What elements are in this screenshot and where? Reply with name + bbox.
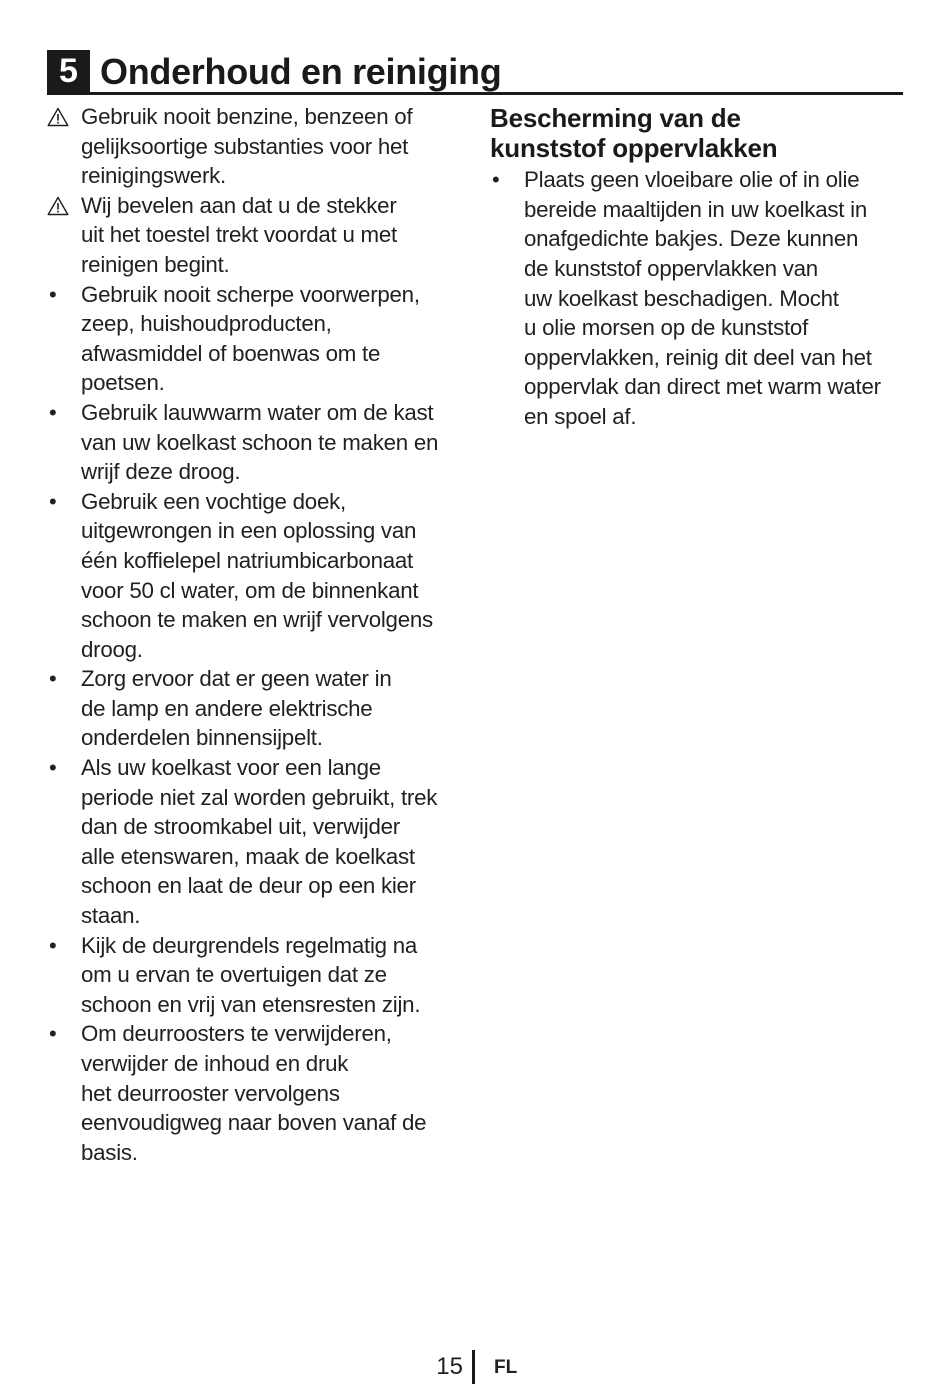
text-line: onafgedichte bakjes. Deze kunnen (524, 226, 859, 252)
text-line: periode niet zal worden gebruikt, trek (81, 784, 438, 810)
text-line: uw koelkast beschadigen. Mocht (524, 285, 839, 311)
text-line: om u ervan te overtuigen dat ze (81, 962, 387, 988)
text-line: gelijksoortige substanties voor het (81, 133, 409, 159)
text-line: staan. (81, 903, 141, 929)
text-line: de lamp en andere elektrische (81, 695, 373, 721)
instruction-list (47, 102, 467, 1167)
heading-line: Bescherming van de (490, 103, 741, 133)
chapter-header (47, 50, 903, 94)
list-item (47, 487, 467, 665)
text-line: de kunststof oppervlakken van (524, 255, 818, 281)
footer-separator (472, 1350, 475, 1384)
text-line: Wij bevelen aan dat u de stekker (81, 192, 397, 218)
text-line: afwasmiddel of boenwas om te (81, 340, 381, 366)
list-item (490, 165, 910, 431)
left-column (47, 102, 467, 1167)
language-code: FL (494, 1357, 518, 1378)
text-line: Gebruik nooit scherpe voorwerpen, (81, 281, 420, 307)
list-item (47, 753, 467, 931)
bullet-icon: • (49, 755, 57, 781)
text-line: eenvoudigweg naar boven vanaf de (81, 1110, 427, 1136)
warning-triangle-icon (47, 107, 69, 127)
page-footer (0, 1350, 950, 1386)
header-rule (47, 92, 903, 95)
text-line: uitgewrongen in een oplossing van (81, 518, 417, 544)
text-line: wrijf deze droog. (81, 459, 241, 485)
text-line: dan de stroomkabel uit, verwijder (81, 814, 400, 840)
text-line: voor 50 cl water, om de binnenkant (81, 577, 419, 603)
bullet-icon: • (49, 1021, 57, 1047)
text-line: basis. (81, 1139, 138, 1165)
bullet-icon: • (49, 281, 57, 307)
chapter-number: 5 (47, 50, 90, 93)
text-line: alle etenswaren, maak de koelkast (81, 843, 415, 869)
text-line: van uw koelkast schoon te maken en (81, 429, 439, 455)
chapter-title: Onderhoud en reiniging (100, 51, 502, 92)
bullet-icon: • (49, 932, 57, 958)
text-line: poetsen. (81, 370, 165, 396)
bullet-icon: • (49, 399, 57, 425)
warning-item (47, 191, 467, 280)
text-line: oppervlak dan direct met warm water (524, 374, 881, 400)
text-line: Gebruik een vochtige doek, (81, 488, 346, 514)
text-line: Gebruik nooit benzine, benzeen of (81, 104, 413, 129)
text-line: verwijder de inhoud en druk (81, 1051, 349, 1076)
text-line: Kijk de deurgrendels regelmatig na (81, 932, 418, 958)
list-item (47, 931, 467, 1020)
text-line: u olie morsen op de kunststof (524, 315, 809, 341)
text-line: reinigen begint. (81, 251, 230, 277)
warning-item (47, 102, 467, 191)
text-line: Als uw koelkast voor een lange (81, 755, 381, 781)
text-line: Om deurroosters te verwijderen, (81, 1021, 392, 1047)
heading-line: kunststof oppervlakken (490, 132, 778, 163)
list-item (47, 280, 467, 398)
list-item (47, 398, 467, 487)
text-line: droog. (81, 636, 143, 662)
text-line: schoon en laat de deur op een kier (81, 873, 416, 899)
text-line: Plaats geen vloeibare olie of in olie (524, 167, 860, 193)
text-line: het deurrooster vervolgens (81, 1080, 340, 1106)
text-line: schoon te maken en wrijf vervolgens (81, 607, 433, 633)
text-line: en spoel af. (524, 403, 637, 429)
bullet-icon: • (49, 666, 57, 692)
text-line: zeep, huishoudproducten, (81, 311, 332, 337)
section-heading (490, 104, 910, 163)
text-line: één koffielepel natriumbicarbonaat (81, 547, 413, 573)
text-line: schoon en vrij van etensresten zijn. (81, 991, 421, 1017)
page-number: 15 (436, 1353, 463, 1380)
list-item (47, 664, 467, 753)
text-line: Zorg ervoor dat er geen water in (81, 666, 392, 692)
text-line: reinigingswerk. (81, 163, 226, 189)
text-line: onderdelen binnensijpelt. (81, 725, 323, 751)
list-item (47, 1019, 467, 1167)
bullet-icon: • (492, 167, 500, 193)
text-line: Gebruik lauwwarm water om de kast (81, 399, 434, 425)
text-line: uit het toestel trekt voordat u met (81, 222, 397, 248)
protection-list (490, 165, 910, 431)
text-line: bereide maaltijden in uw koelkast in (524, 196, 867, 222)
bullet-icon: • (49, 488, 57, 514)
warning-triangle-icon (47, 196, 69, 216)
text-line: oppervlakken, reinig dit deel van het (524, 344, 872, 370)
right-column (490, 104, 910, 432)
